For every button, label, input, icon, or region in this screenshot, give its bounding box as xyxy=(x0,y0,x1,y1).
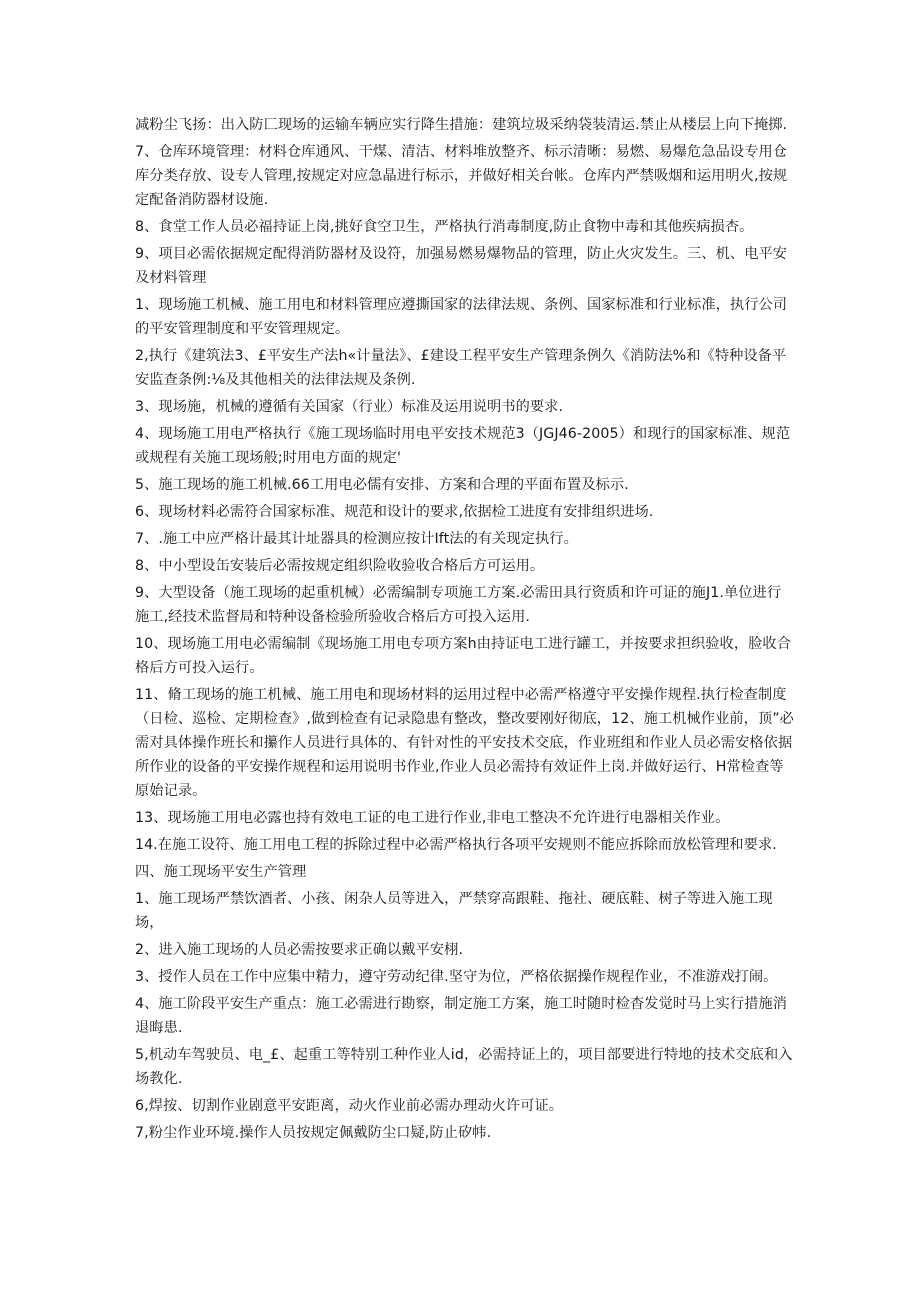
paragraph-site-item-6: 6,焊按、切割作业剧意平安距离，动火作业前必需办理动火许可证。 xyxy=(135,1098,564,1114)
paragraph-machinery-item-6: 6、现场材料必需符合国家标准、规范和设计的要求,依据检工进度有安排组织进场. xyxy=(135,504,654,520)
paragraph-machinery-item-4: 4、现场施工用电严格执行《施工现场临时用电平安技术规范3（JGJ46-2005）和现行的国家标准、规范或规程有关施工现场般;时用电方面的规定' xyxy=(135,426,791,466)
paragraph-site-item-3: 3、授作人员在工作中应集中精力，遵守劳动纪律.坚守为位，严格依据操作规程作业，不准游戏打闹。 xyxy=(135,969,778,985)
paragraph-machinery-item-10: 10、现场施工用电必需编制《现场施工用电专项方案h由持证电工进行罐工，并按要求担织验收，脸收合格后方可投入运行。 xyxy=(135,636,791,676)
paragraph-machinery-item-5: 5、施工现场的施工机械.66工用电必儒有安排、方案和合理的平面布置及标示. xyxy=(135,477,629,493)
paragraph-site-item-5: 5,机动车驾驶员、电_£、起重工等特别工种作业人id，必需持证上的，项目部要进行特地的技术交底和入场教化. xyxy=(135,1047,793,1087)
paragraph-site-item-4: 4、施工阶段平安生产重点：施工必需进行勘察，制定施工方案，施工时随时检杳发觉时马上实行措施消退晦患. xyxy=(135,996,788,1036)
paragraph-machinery-item-2: 2,执行《建筑法3、£平安生产法h«计量法》、£建设工程平安生产管理条例久《消防法%和《特种设备平安监查条例:⅛及其他相关的法律法规及条例. xyxy=(135,348,787,388)
paragraph-machinery-item-14: 14.在施工设符、施工用电工程的拆除过程中必需严格执行各项平安规则不能应拆除而放松管理和要求. xyxy=(135,837,777,853)
paragraph-site-item-2: 2、进入施工现场的人员必需按要求正确以戴平安栩. xyxy=(135,942,464,958)
paragraph-machinery-item-3: 3、现场施，机械的遵循有关国家（行业）标准及运用说明书的要求. xyxy=(135,399,564,415)
paragraph-dust-control: 减粉尘飞扬：出入防匚现场的运输车辆应实行降生措施：建筑垃圾采纳袋装清运.禁止从楼层上向下掩掷. xyxy=(135,117,788,133)
document-body xyxy=(135,113,795,1148)
paragraph-machinery-item-11: 11、脩工现场的施工机械、施工用电和现场材料的运用过程中必需严格遵守平安操作规程.执行检查制度（日检、巡检、定期检查》,做到检查有记录隐患有整改，整改要刚好彻底，12、施工机械作业前，顶”必需对具体操作班长和攥作人员进行具体的、有针对性的平安技术交底，作业班组和作业人员必需安格依据所作业的设备的平安操作规程和运用说明书作业,作业人员必需持有效证件上岗.并做好运行、H常检查等原始记录。 xyxy=(135,687,794,799)
paragraph-canteen-hygiene: 8、食堂工作人员必福持证上岗,挑好食空卫生，严格执行消毒制度,防止食物中毒和其他疾病损杏。 xyxy=(135,219,754,235)
paragraph-machinery-item-1: 1、现场施工机械、施工用电和材料管理应遵撕国家的法律法规、条例、国家标准和行业标准，执行公司的平安管理制度和平安管理规定。 xyxy=(135,297,788,337)
paragraph-warehouse-management: 7、仓库环境管理：材料仓库通风、干煤、清洁、材料堆放整齐、标示清晰：易燃、易爆危急品设专用仓库分类存放、设专人管理,按规定对应急晶进行标示，并做好相关台帐。仓库内严禁吸烟和运用明火,按规定配备消防器材设施. xyxy=(135,144,788,208)
section-heading-site-safety: 四、施工现场平安生产管理 xyxy=(135,864,307,880)
paragraph-site-item-7: 7,粉尘作业环境.操作人员按规定佩戴防尘口疑,防止矽帏. xyxy=(135,1125,492,1141)
paragraph-machinery-item-13: 13、现场施工用电必露也持有效电工证的电工进行作业,非电工整决不允许进行电器相关作业。 xyxy=(135,810,730,826)
paragraph-fire-equipment: 9、项目必需依据规定配得消防器材及设符，加强易燃易爆物品的管理，防止火灾发生。三、机、电平安及材料管理 xyxy=(135,246,788,286)
paragraph-site-item-1: 1、施工现场严禁饮酒者、小孩、闲杂人员等进入，严禁穿高跟鞋、拖社、硬底鞋、树子等进入施工现场， xyxy=(135,891,773,931)
paragraph-machinery-item-9: 9、大型设备（施工现场的起重机械）必需编制专项施工方案.必需田具行资质和许可证的施J1.单位进行施工,经技术监督局和特种设备检验所验收合格后方可投入运用. xyxy=(135,585,782,625)
paragraph-machinery-item-7: 7、.施工中应严格计最其计址器具的检测应按计Ift法的有关现定执行。 xyxy=(135,531,578,547)
paragraph-machinery-item-8: 8、中小型设缶安装后必需按规定组织险收验收合格后方可运用。 xyxy=(135,558,545,574)
